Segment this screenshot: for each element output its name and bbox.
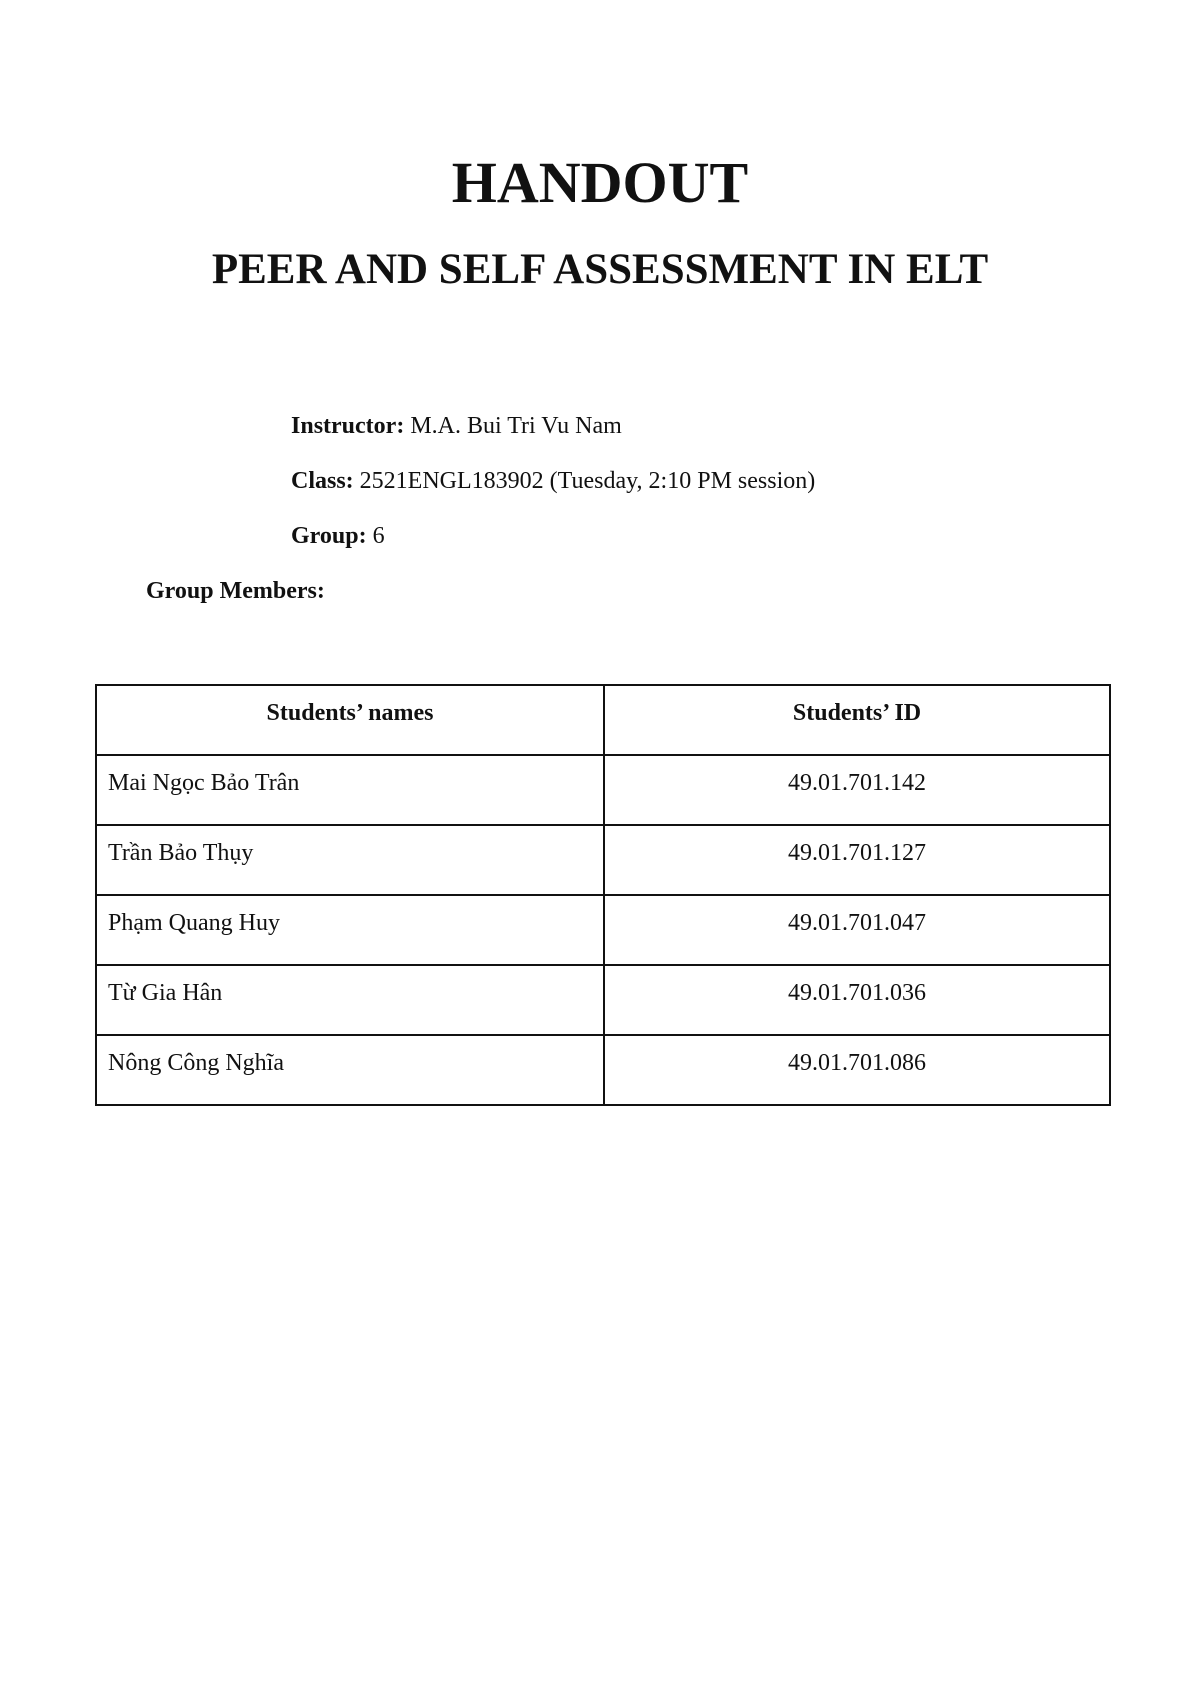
class-label: Class: [291, 468, 354, 494]
document-title: HANDOUT [451, 150, 749, 215]
group-members-label: Group Members: [146, 578, 325, 604]
instructor-value: M.A. Bui Tri Vu Nam [410, 413, 622, 439]
instructor-line [291, 411, 622, 441]
document-subtitle: PEER AND SELF ASSESSMENT IN ELT [211, 246, 989, 293]
student-name-cell: Trần Bảo Thụy [96, 825, 604, 895]
table-header-row [96, 685, 1110, 755]
student-name-cell: Mai Ngọc Bảo Trân [96, 755, 604, 825]
instructor-label: Instructor: [291, 413, 405, 439]
student-id-cell: 49.01.701.086 [604, 1035, 1110, 1105]
table-row [96, 1035, 1110, 1105]
student-id-cell: 49.01.701.127 [604, 825, 1110, 895]
group-value: 6 [372, 523, 385, 549]
class-line [291, 466, 815, 496]
group-line [291, 521, 385, 551]
student-name-cell: Nông Công Nghĩa [96, 1035, 604, 1105]
table-row [96, 965, 1110, 1035]
header-student-id: Students’ ID [604, 685, 1110, 755]
group-label: Group: [291, 523, 367, 549]
student-id-cell: 49.01.701.142 [604, 755, 1110, 825]
class-value: 2521ENGL183902 (Tuesday, 2:10 PM session) [359, 468, 816, 494]
header-student-names: Students’ names [96, 685, 604, 755]
table-row [96, 895, 1110, 965]
table-row [96, 825, 1110, 895]
student-name-cell: Từ Gia Hân [96, 965, 604, 1035]
student-id-cell: 49.01.701.047 [604, 895, 1110, 965]
members-table [95, 684, 1111, 1106]
table-row [96, 755, 1110, 825]
student-name-cell: Phạm Quang Huy [96, 895, 604, 965]
student-id-cell: 49.01.701.036 [604, 965, 1110, 1035]
